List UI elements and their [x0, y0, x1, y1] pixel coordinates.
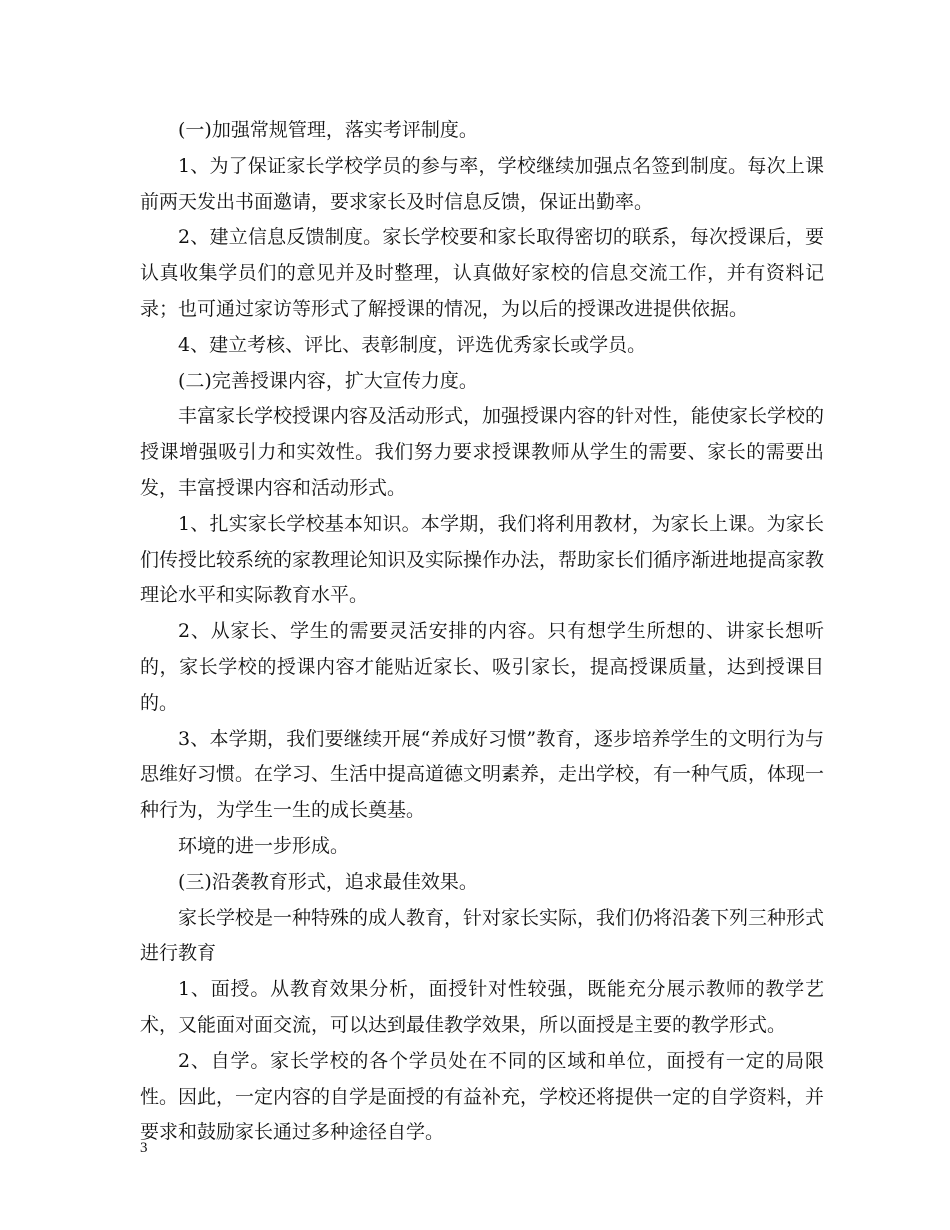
paragraph-3-item-1: 1、面授。从教育效果分析，面授针对性较强，既能充分展示教师的教学艺术，又能面对面交流，可以达到最佳教学效果，所以面授是主要的教学形式。	[140, 978, 824, 1036]
paragraph-2-item-2: 2、从家长、学生的需要灵活安排的内容。只有想学生所想的、讲家长想听的，家长学校的授课内容才能贴近家长、吸引家长，提高授课质量，达到授课目的。	[140, 620, 824, 714]
paragraph-2-item-3: 3、本学期，我们要继续开展“养成好习惯”教育，逐步培养学生的文明行为与思维好习惯。在学习、生活中提高道德文明素养，走出学校，有一种气质，体现一种行为，为学生一生的成长奠基。	[140, 727, 825, 822]
section-heading-2: (二)完善授课内容，扩大宣传力度。	[178, 369, 478, 392]
section-heading-1: (一)加强常规管理，落实考评制度。	[178, 119, 478, 141]
paragraph-intro-2: 丰富家长学校授课内容及活动形式，加强授课内容的针对性，能使家长学校的授课增强吸引力和实效性。我们努力要求授课教师从学生的需要、家长的需要出发，丰富授课内容和活动形式。	[140, 405, 825, 499]
document-body	[140, 113, 824, 1151]
paragraph-2-item-1: 1、扎实家长学校基本知识。本学期，我们将利用教材，为家长上课。为家长们传授比较系统的家教理论知识及实际操作办法，帮助家长们循序渐进地提高家教理论水平和实际教育水平。	[140, 512, 825, 607]
paragraph-item-2: 2、建立信息反馈制度。家长学校要和家长取得密切的联系，每次授课后，要认真收集学员们的意见并及时整理，认真做好家校的信息交流工作，并有资料记录；也可通过家访等形式了解授课的情况，为以后的授课改进提供依据。	[140, 226, 824, 320]
page-number: 3	[140, 1140, 148, 1156]
paragraph-item-4: 4、建立考核、评比、表彰制度，评选优秀家长或学员。	[178, 333, 647, 356]
paragraph-fragment: 环境的进一步形成。	[178, 834, 350, 857]
paragraph-3-item-2: 2、自学。家长学校的各个学员处在不同的区域和单位，面授有一定的局限性。因此，一定内容的自学是面授的有益补充，学校还将提供一定的自学资料，并要求和鼓励家长通过多种途径自学。	[140, 1049, 825, 1144]
paragraph-intro-3: 家长学校是一种特殊的成人教育，针对家长实际，我们仍将沿袭下列三种形式进行教育	[140, 906, 825, 965]
paragraph-item-1: 1、为了保证家长学校学员的参与率，学校继续加强点名签到制度。每次上课前两天发出书面邀请，要求家长及时信息反馈，保证出勤率。	[140, 154, 824, 213]
section-heading-3: (三)沿袭教育形式，追求最佳效果。	[178, 870, 478, 893]
